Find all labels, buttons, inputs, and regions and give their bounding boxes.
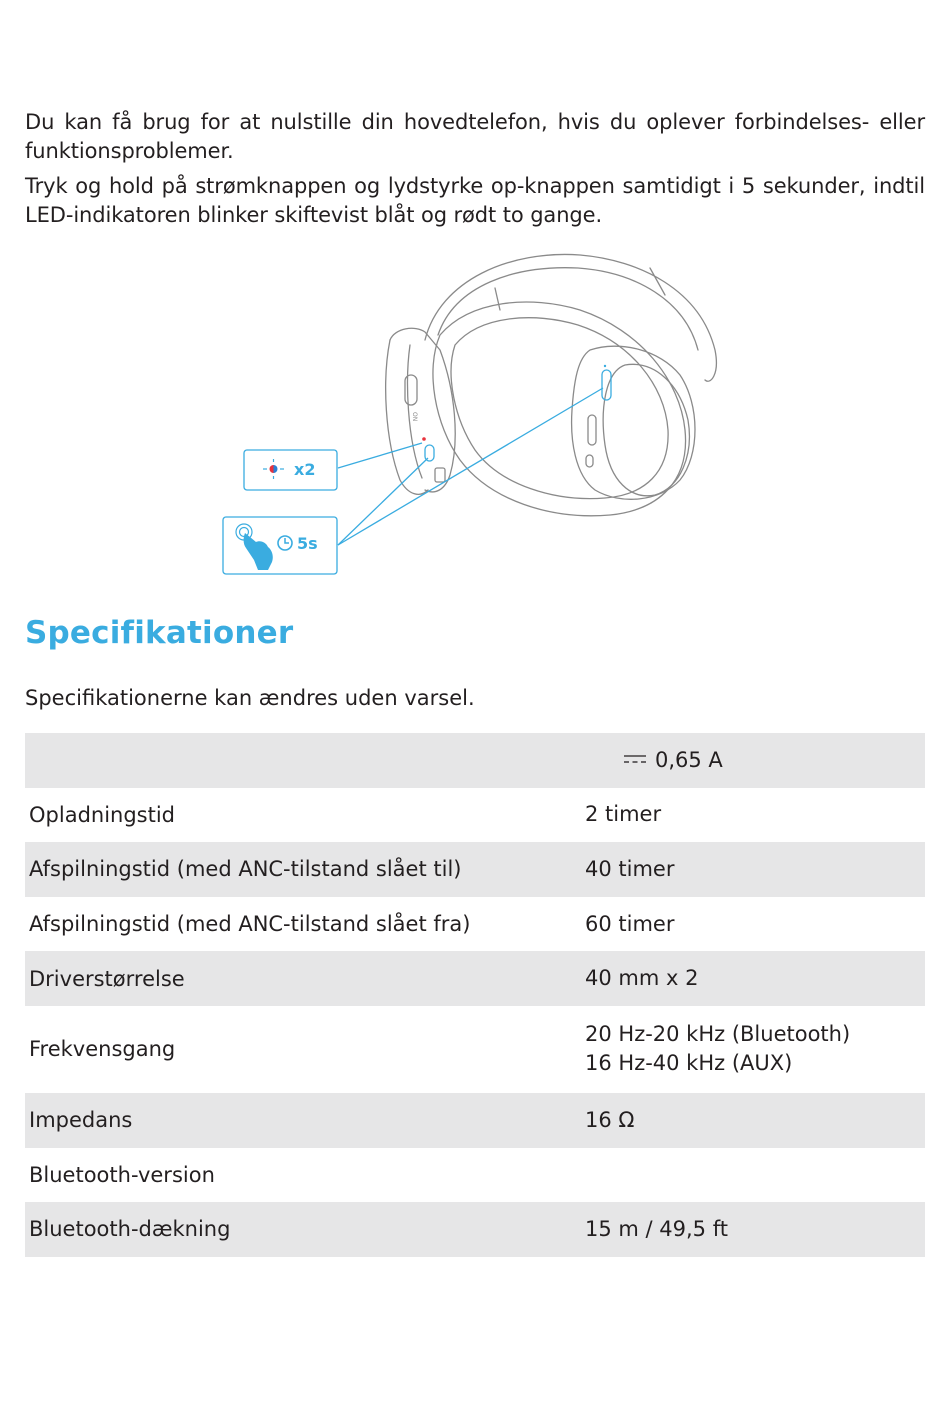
- dc-current-icon: [623, 753, 647, 765]
- spec-value: 16 Ω: [585, 1107, 635, 1132]
- spec-value: 60 timer: [585, 911, 675, 936]
- headphone-drawing: [210, 240, 750, 590]
- table-row: [25, 1006, 925, 1093]
- spec-value: [581, 733, 925, 788]
- spec-value: [581, 1148, 925, 1203]
- table-row: [25, 842, 925, 897]
- spec-value: 40 mm x 2: [585, 966, 699, 991]
- spec-label: Opladningstid: [29, 802, 176, 827]
- headphone-reset-illustration: [210, 240, 750, 590]
- table-row: [25, 1093, 925, 1148]
- spec-value: [581, 1006, 925, 1093]
- dc-current-value: 0,65 A: [655, 747, 723, 772]
- spec-label: Afspilningstid (med ANC-tilstand slået til): [29, 857, 462, 882]
- table-row: [25, 897, 925, 952]
- table-row: [25, 733, 925, 788]
- table-row: [25, 1148, 925, 1203]
- spec-label: Bluetooth-dækning: [29, 1217, 231, 1242]
- specifications-note: Specifikationerne kan ændres uden varsel.: [25, 686, 475, 710]
- spec-value-line: 20 Hz-20 kHz (Bluetooth): [585, 1022, 851, 1047]
- spec-label: Frekvensgang: [29, 1037, 176, 1062]
- table-row: [25, 1202, 925, 1257]
- led-blink-count: x2: [294, 460, 316, 479]
- press-hold-callout: [223, 517, 337, 574]
- spec-label: Driverstørrelse: [29, 966, 185, 991]
- specifications-heading: Specifikationer: [25, 615, 294, 651]
- spec-value: 2 timer: [585, 802, 662, 827]
- svg-text:ON: ON: [411, 412, 418, 422]
- spec-value: 15 m / 49,5 ft: [585, 1216, 728, 1241]
- led-blink-callout: [244, 450, 337, 490]
- spec-value-line: 16 Hz-40 kHz (AUX): [585, 1051, 793, 1076]
- table-row: [25, 788, 925, 843]
- spec-label: Bluetooth-version: [29, 1162, 215, 1187]
- intro-paragraph-reset-reason: Du kan få brug for at nulstille din hovedtelefon, hvis du oplever forbindelses- eller funktionsproblemer.: [25, 110, 925, 163]
- table-row: [25, 951, 925, 1006]
- spec-label: Impedans: [29, 1108, 133, 1133]
- spec-label: [25, 733, 581, 788]
- spec-value: 40 timer: [585, 856, 675, 881]
- intro-paragraph-reset-instructions: Tryk og hold på strømknappen og lydstyrke op-knappen samtidigt i 5 sekunder, indtil LED-indikatoren blinker skiftevist blåt og rødt to gange.: [25, 174, 925, 227]
- press-hold-duration: 5s: [297, 534, 318, 553]
- specifications-table: [25, 733, 925, 1257]
- spec-label: Afspilningstid (med ANC-tilstand slået fra): [29, 912, 471, 937]
